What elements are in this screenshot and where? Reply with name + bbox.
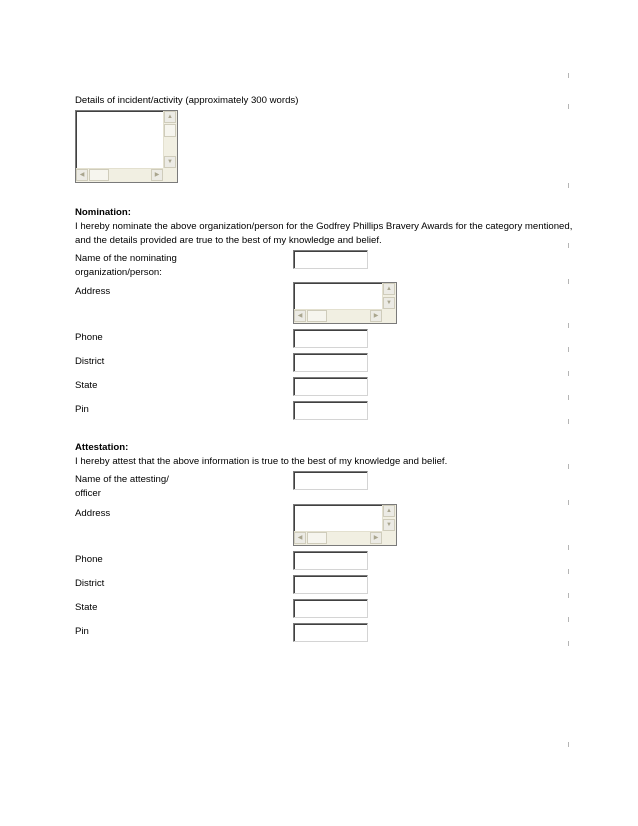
nominating-address-label: Address	[75, 286, 111, 297]
margin-tick	[568, 742, 569, 747]
scroll-down-arrow-icon[interactable]: ▼	[383, 297, 395, 309]
margin-tick	[568, 347, 569, 352]
attesting-state-label: State	[75, 602, 98, 613]
scrollbar-corner	[382, 309, 396, 323]
nominating-name-label-line1: Name of the nominating	[75, 253, 177, 264]
horizontal-scrollbar[interactable]	[294, 531, 382, 545]
margin-tick	[568, 617, 569, 622]
margin-tick	[568, 183, 569, 188]
margin-tick	[568, 243, 569, 248]
scrollbar-thumb[interactable]	[89, 169, 109, 181]
margin-tick	[568, 500, 569, 505]
margin-tick	[568, 464, 569, 469]
scroll-right-arrow-icon[interactable]: ▶	[370, 310, 382, 322]
vertical-scrollbar[interactable]	[382, 505, 396, 531]
scroll-up-arrow-icon[interactable]: ▲	[164, 111, 176, 123]
margin-tick	[568, 419, 569, 424]
scroll-right-arrow-icon[interactable]: ▶	[151, 169, 163, 181]
scroll-left-arrow-icon[interactable]: ◀	[294, 310, 306, 322]
nominating-address-textarea[interactable]	[293, 282, 397, 324]
nominating-phone-label: Phone	[75, 332, 103, 343]
scroll-right-arrow-icon[interactable]: ▶	[370, 532, 382, 544]
nominating-pin-input[interactable]	[293, 401, 368, 420]
scroll-left-arrow-icon[interactable]: ◀	[294, 532, 306, 544]
scroll-left-arrow-icon[interactable]: ◀	[76, 169, 88, 181]
margin-tick	[568, 104, 569, 109]
scroll-down-arrow-icon[interactable]: ▼	[164, 156, 176, 168]
margin-tick	[568, 641, 569, 646]
attesting-district-label: District	[75, 578, 105, 589]
attesting-address-label: Address	[75, 508, 111, 519]
scrollbar-thumb[interactable]	[164, 124, 176, 137]
scrollbar-corner	[382, 531, 396, 545]
vertical-scrollbar[interactable]	[382, 283, 396, 309]
attesting-phone-input[interactable]	[293, 551, 368, 570]
nomination-text-line2: and the details provided are true to the best of my knowledge and belief.	[75, 235, 382, 246]
details-label: Details of incident/activity (approximately 300 words)	[75, 95, 299, 106]
attesting-name-input[interactable]	[293, 471, 368, 490]
attesting-address-textarea[interactable]	[293, 504, 397, 546]
nominating-pin-label: Pin	[75, 404, 89, 415]
attestation-heading: Attestation:	[75, 442, 129, 453]
attestation-text: I hereby attest that the above information is true to the best of my knowledge and belief.	[75, 456, 448, 467]
vertical-scrollbar[interactable]	[163, 111, 177, 168]
nominating-phone-input[interactable]	[293, 329, 368, 348]
margin-tick	[568, 279, 569, 284]
margin-tick	[568, 323, 569, 328]
scroll-up-arrow-icon[interactable]: ▲	[383, 283, 395, 295]
attesting-district-input[interactable]	[293, 575, 368, 594]
attesting-name-label-line2: officer	[75, 488, 101, 499]
margin-tick	[568, 545, 569, 550]
scroll-down-arrow-icon[interactable]: ▼	[383, 519, 395, 531]
scrollbar-corner	[163, 168, 177, 182]
nominating-district-input[interactable]	[293, 353, 368, 372]
attesting-phone-label: Phone	[75, 554, 103, 565]
nominating-state-input[interactable]	[293, 377, 368, 396]
attesting-state-input[interactable]	[293, 599, 368, 618]
horizontal-scrollbar[interactable]	[294, 309, 382, 323]
nomination-text-line1: I hereby nominate the above organization/person for the Godfrey Phillips Bravery Awards for the category mentioned,	[75, 221, 573, 232]
nomination-heading: Nomination:	[75, 207, 131, 218]
nominating-name-input[interactable]	[293, 250, 368, 269]
margin-tick	[568, 73, 569, 78]
scroll-up-arrow-icon[interactable]: ▲	[383, 505, 395, 517]
scrollbar-thumb[interactable]	[307, 532, 327, 544]
margin-tick	[568, 395, 569, 400]
attesting-pin-input[interactable]	[293, 623, 368, 642]
margin-tick	[568, 569, 569, 574]
scrollbar-thumb[interactable]	[307, 310, 327, 322]
details-textarea[interactable]	[75, 110, 178, 183]
margin-tick	[568, 593, 569, 598]
nominating-name-label-line2: organization/person:	[75, 267, 162, 278]
margin-tick	[568, 371, 569, 376]
nominating-state-label: State	[75, 380, 98, 391]
attesting-pin-label: Pin	[75, 626, 89, 637]
nominating-district-label: District	[75, 356, 105, 367]
attesting-name-label-line1: Name of the attesting/	[75, 474, 169, 485]
horizontal-scrollbar[interactable]	[76, 168, 163, 182]
